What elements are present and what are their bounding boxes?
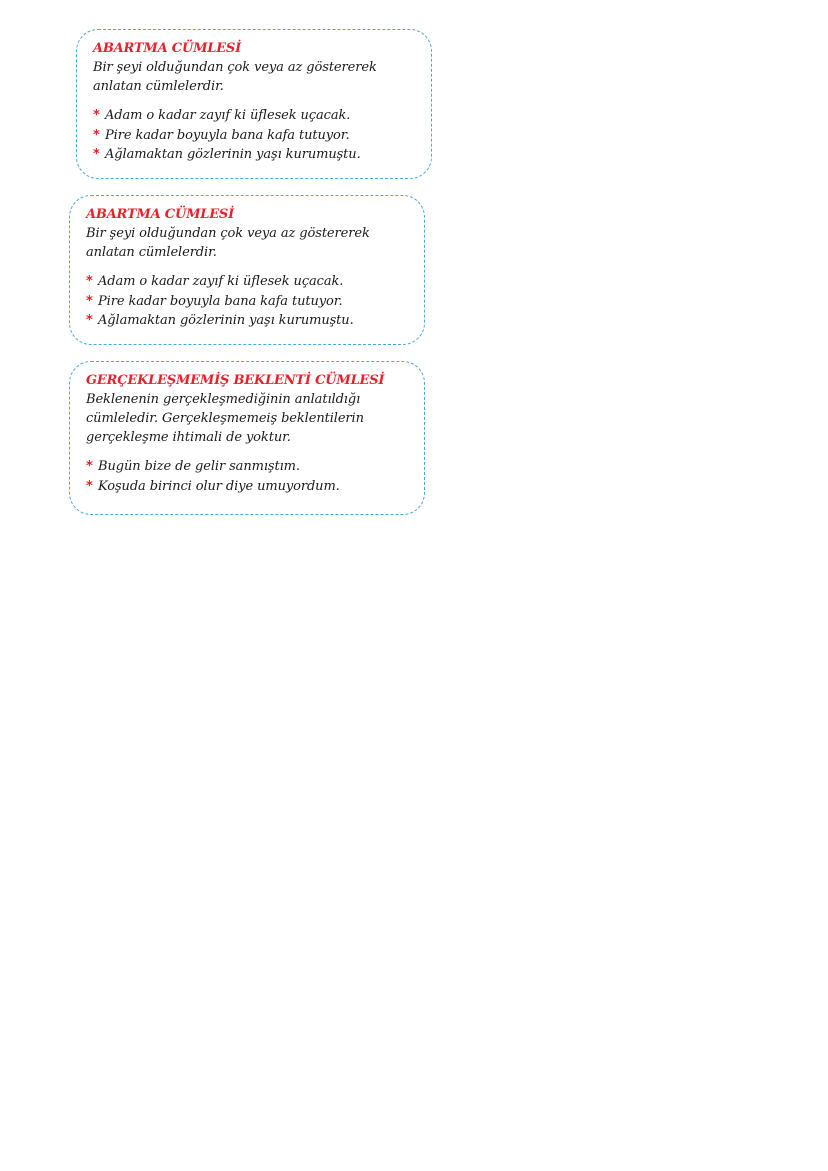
- example-text: Pire kadar boyuyla bana kafa tutuyor.: [98, 293, 343, 309]
- example-item: [86, 292, 410, 312]
- description-line: Beklenenin gerçekleşmediğinin anlatıldığı: [86, 392, 361, 407]
- card-description: [86, 224, 410, 262]
- example-item: [86, 477, 410, 497]
- card-title: ABARTMA CÜMLESİ: [93, 41, 242, 56]
- example-item: [86, 311, 410, 331]
- description-line: anlatan cümlelerdir.: [93, 79, 224, 94]
- example-text: Bugün bize de gelir sanmıştım.: [98, 459, 300, 474]
- card-description: [93, 58, 417, 96]
- info-card-beklenti: [69, 361, 425, 515]
- example-text: Pire kadar boyuyla bana kafa tutuyor.: [105, 127, 350, 143]
- example-list: [86, 272, 410, 331]
- card-title: GERÇEKLEŞMEMİŞ BEKLENTİ CÜMLESİ: [86, 373, 385, 388]
- example-item: [86, 457, 410, 477]
- asterisk-icon: *: [93, 108, 100, 123]
- description-line: anlatan cümlelerdir.: [86, 245, 217, 260]
- example-item: [86, 272, 410, 292]
- example-text: Ağlamaktan gözlerinin yaşı kurumuştu.: [98, 313, 354, 328]
- asterisk-icon: *: [86, 293, 93, 309]
- card-description: [86, 390, 410, 447]
- example-item: [93, 145, 417, 165]
- example-text: Koşuda birinci olur diye umuyordum.: [98, 478, 340, 494]
- description-line: Bir şeyi olduğundan çok veya az göstererek: [86, 226, 370, 241]
- info-card-abartma-1: [76, 29, 432, 179]
- example-item: [93, 126, 417, 146]
- description-line: Bir şeyi olduğundan çok veya az göstererek: [93, 60, 377, 75]
- asterisk-icon: *: [86, 274, 93, 289]
- asterisk-icon: *: [86, 478, 93, 494]
- example-text: Adam o kadar zayıf ki üflesek uçacak.: [98, 274, 344, 289]
- description-line: gerçekleşme ihtimali de yoktur.: [86, 430, 291, 445]
- asterisk-icon: *: [93, 147, 100, 162]
- asterisk-icon: *: [93, 127, 100, 143]
- info-card-abartma-2: [69, 195, 425, 345]
- example-list: [86, 457, 410, 496]
- example-item: [93, 106, 417, 126]
- example-list: [93, 106, 417, 165]
- description-line: cümleledir. Gerçekleşmemeiş beklentilerin: [86, 411, 364, 426]
- asterisk-icon: *: [86, 459, 93, 474]
- card-title: ABARTMA CÜMLESİ: [86, 207, 235, 222]
- asterisk-icon: *: [86, 313, 93, 328]
- example-text: Adam o kadar zayıf ki üflesek uçacak.: [105, 108, 351, 123]
- example-text: Ağlamaktan gözlerinin yaşı kurumuştu.: [105, 147, 361, 162]
